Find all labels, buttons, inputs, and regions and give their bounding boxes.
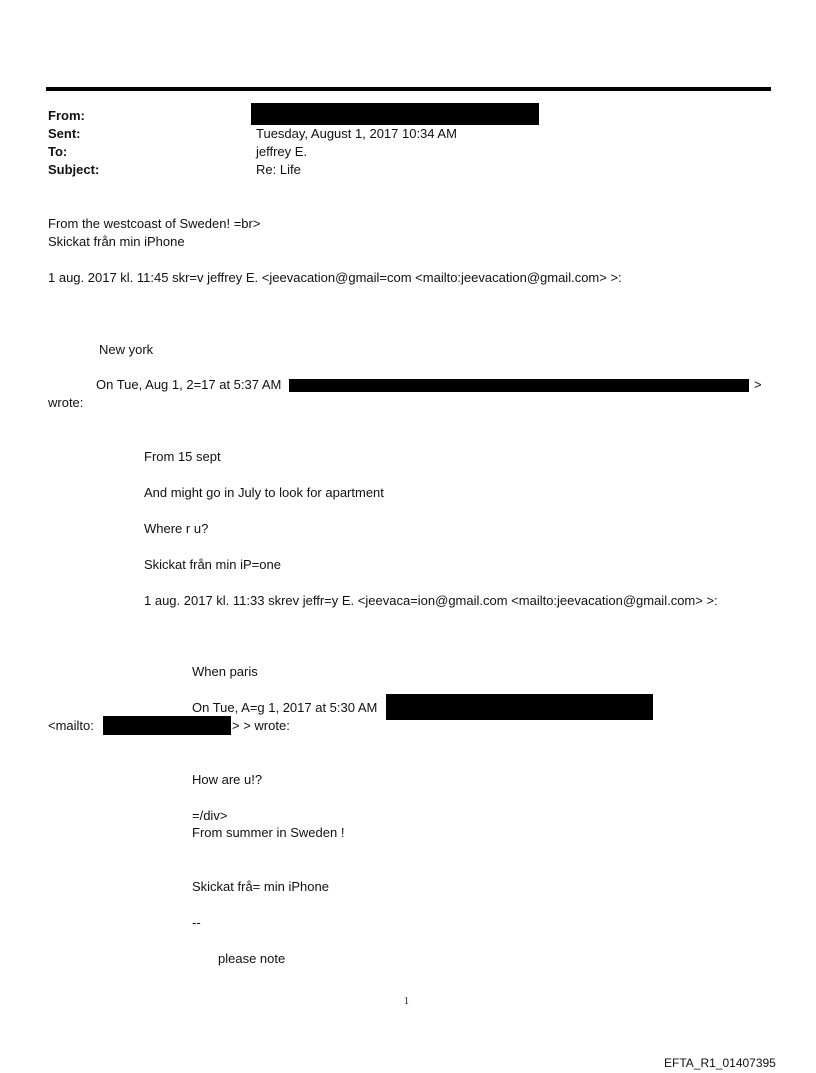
quote-attribution: On Tue, Aug 1, 2=17 at 5:37 AM [96,377,282,392]
document-id: EFTA_R1_01407395 [664,1056,776,1070]
quote-text: From summer in Sweden ! [192,825,345,840]
quote-wrote: > > wrote: [232,718,290,733]
to-value: jeffrey E. [256,144,308,159]
quote-text: New york [99,342,154,357]
sent-label: Sent: [48,126,81,141]
quote-text: Skickat från min iP=one [144,557,281,572]
body-line: 1 aug. 2017 kl. 11:45 skr=v jeffrey E. <jeevacation@gmail=com <mailto:jeevacation@gmail.com> >: [48,270,622,285]
quote-attribution-end: > [754,377,762,392]
quote-text: Where r u? [144,521,209,536]
quote-text: And might go in July to look for apartment [144,485,384,500]
header-rule [46,87,771,91]
body-line: Skickat från min iPhone [48,234,185,249]
quote-text: =/div> [192,808,228,823]
quote-text: How are u!? [192,772,263,787]
from-redaction [251,103,539,125]
sender-redaction [386,694,653,720]
quote-wrote: wrote: [48,395,84,410]
quote-text: When paris [192,664,258,679]
subject-label: Subject: [48,162,100,177]
quote-text: From 15 sept [144,449,221,464]
subject-value: Re: Life [256,162,301,177]
from-label: From: [48,108,85,123]
quote-attribution: On Tue, A=g 1, 2017 at 5:30 AM [192,700,378,715]
sent-value: Tuesday, August 1, 2017 10:34 AM [256,126,457,141]
email-redaction [103,716,231,735]
quote-attribution: 1 aug. 2017 kl. 11:33 skrev jeffr=y E. <jeevaca=ion@gmail.com <mailto:jeevacation@gmail.com> >: [144,593,718,608]
quote-text: Skickat frå= min iPhone [192,879,329,894]
page-number: 1 [404,996,409,1007]
body-line: From the westcoast of Sweden! =br> [48,216,261,231]
quote-text: please note [218,951,286,966]
quote-mailto: <mailto: [48,718,94,733]
sender-redaction [289,379,749,392]
signature-separator: -- [192,915,201,930]
to-label: To: [48,144,68,159]
